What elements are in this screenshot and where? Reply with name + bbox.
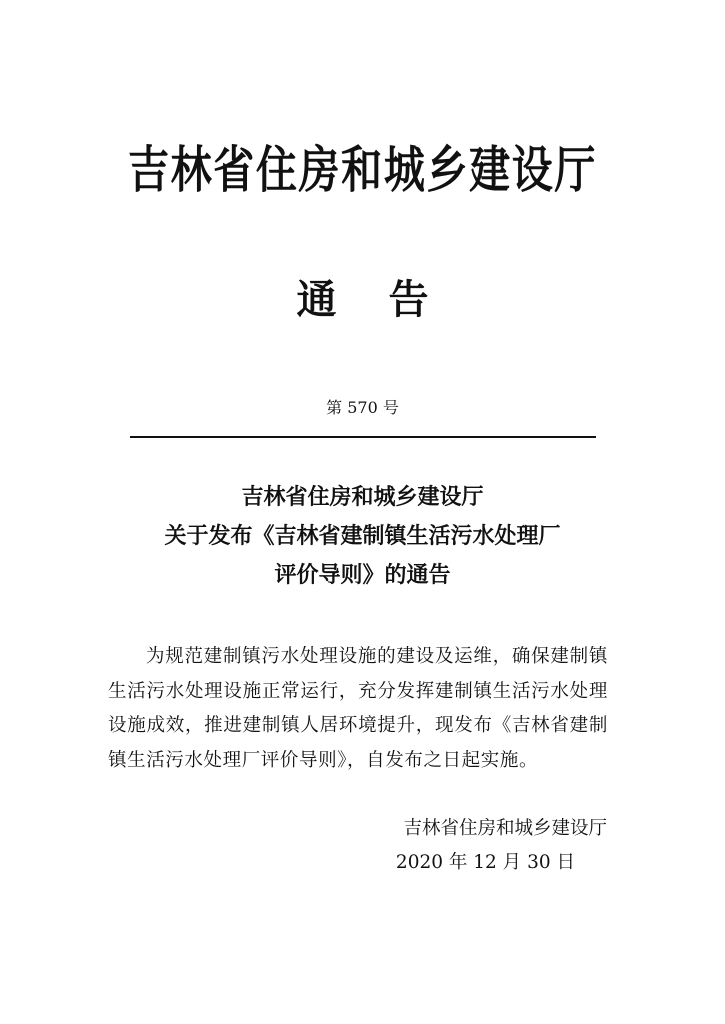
signature-date: 2020 年 12 月 30 日 <box>395 852 575 873</box>
notice-title-line-2: 关于发布《吉林省建制镇生活污水处理厂 <box>164 524 561 549</box>
document-number: 第 570 号 <box>326 398 399 417</box>
notice-title <box>0 478 725 595</box>
notice-title-line-3: 评价导则》的通告 <box>274 563 451 588</box>
notice-body-paragraph: 为规范建制镇污水处理设施的建设及运维，确保建制镇生活污水处理设施正常运行，充分发挥建制镇生活污水处理设施成效，推进建制镇人居环境提升，现发布《吉林省建制镇生活污水处理厂评价导则》，自发布之日起实施。 <box>108 646 608 771</box>
signature-block <box>396 812 607 880</box>
organization-header: 吉林省住房和城乡建设厅 <box>127 141 598 199</box>
notice-title-line-1: 吉林省住房和城乡建设厅 <box>241 485 484 510</box>
header-divider-line <box>130 436 596 438</box>
document-type-title: 通告 <box>296 277 481 323</box>
signature-issuer: 吉林省住房和城乡建设厅 <box>403 818 607 839</box>
